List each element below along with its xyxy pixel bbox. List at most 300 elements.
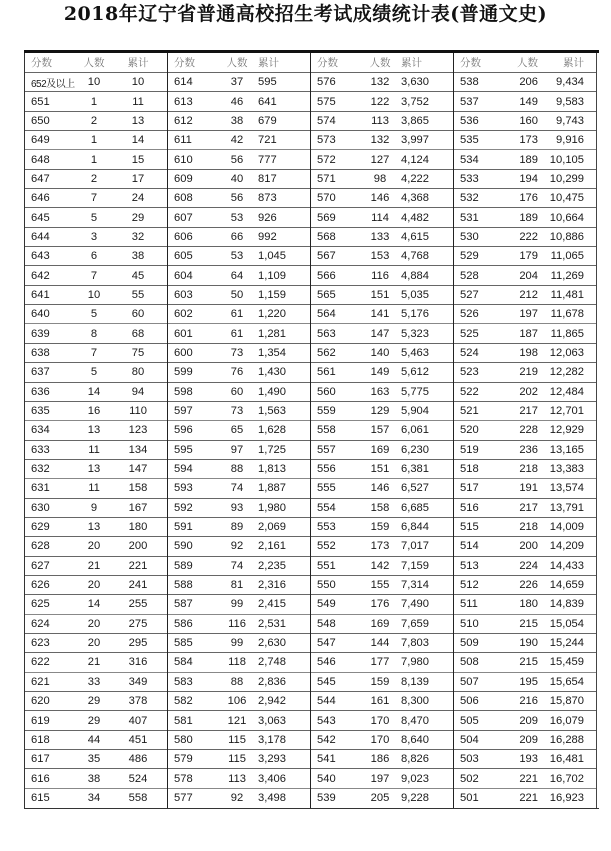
cumulative-cell: 3,178 (258, 733, 286, 746)
cumulative-cell: 2,235 (258, 559, 286, 572)
table-row (454, 266, 596, 285)
score-cell: 511 (460, 598, 478, 611)
table-row (168, 576, 310, 595)
count-cell: 202 (519, 385, 538, 398)
count-cell: 5 (90, 308, 98, 321)
table-row (311, 537, 453, 556)
header-cumulative: 累计 (401, 57, 422, 69)
score-cell: 646 (31, 192, 50, 205)
table-row (25, 692, 167, 711)
score-cell: 558 (317, 424, 336, 437)
cumulative-cell: 17 (131, 172, 145, 185)
cumulative-cell: 1,430 (258, 366, 286, 379)
cumulative-cell: 8,640 (401, 733, 429, 746)
table-row (25, 189, 167, 208)
score-cell: 612 (174, 114, 193, 127)
cumulative-cell: 2,630 (258, 637, 286, 650)
count-cell: 73 (230, 405, 244, 418)
header-score: 分数 (174, 57, 195, 69)
header-count: 人数 (517, 57, 538, 69)
count-cell: 10 (87, 76, 101, 89)
table-row (454, 537, 596, 556)
count-cell: 37 (230, 76, 244, 89)
count-cell: 42 (230, 134, 244, 147)
score-cell: 513 (460, 559, 479, 572)
cumulative-cell: 7,490 (401, 598, 429, 611)
score-cell: 633 (31, 443, 50, 456)
score-cell: 524 (460, 346, 479, 359)
table-row (454, 344, 596, 363)
cumulative-cell: 13,383 (549, 463, 584, 476)
table-row (168, 595, 310, 614)
table-row (454, 595, 596, 614)
count-cell: 205 (370, 792, 390, 805)
table-row (25, 131, 167, 150)
cumulative-cell: 5,463 (401, 346, 429, 359)
score-cell: 569 (317, 211, 336, 224)
table-row (454, 112, 596, 131)
count-cell: 34 (87, 792, 101, 805)
score-cell: 629 (31, 521, 50, 534)
score-cell: 505 (460, 714, 479, 727)
table-row (311, 170, 453, 189)
score-cell: 542 (317, 733, 336, 746)
score-cell: 619 (31, 714, 50, 727)
score-cell: 548 (317, 617, 336, 630)
count-cell: 118 (228, 656, 246, 669)
cumulative-cell: 13,165 (549, 443, 584, 456)
column-group-2 (168, 53, 311, 808)
count-cell: 89 (230, 521, 244, 534)
count-cell: 132 (370, 76, 390, 89)
cumulative-cell: 13,574 (549, 482, 584, 495)
count-cell: 116 (228, 617, 246, 630)
count-cell: 65 (230, 424, 244, 437)
score-cell: 605 (174, 250, 193, 263)
table-row (168, 305, 310, 324)
cumulative-cell: 10,664 (549, 211, 584, 224)
score-cell: 530 (460, 230, 479, 243)
score-cell: 586 (174, 617, 193, 630)
count-cell: 88 (230, 675, 244, 688)
cumulative-cell: 378 (128, 695, 148, 708)
count-cell: 190 (519, 637, 538, 650)
cumulative-cell: 11 (132, 95, 144, 108)
table-row (25, 247, 167, 266)
cumulative-cell: 6,061 (401, 424, 429, 437)
score-cell: 582 (174, 695, 193, 708)
score-cell: 526 (460, 308, 479, 321)
count-cell: 60 (230, 385, 244, 398)
count-cell: 61 (230, 327, 244, 340)
score-cell: 533 (460, 172, 479, 185)
score-cell: 610 (174, 153, 193, 166)
count-cell: 20 (87, 579, 101, 592)
score-cell: 574 (317, 114, 336, 127)
score-cell: 568 (317, 230, 336, 243)
count-cell: 217 (519, 405, 538, 418)
score-cell: 537 (460, 95, 479, 108)
score-cell: 532 (460, 192, 479, 205)
count-cell: 5 (90, 366, 98, 379)
cumulative-cell: 4,615 (401, 230, 429, 243)
cumulative-cell: 11,269 (550, 269, 584, 282)
score-cell: 609 (174, 172, 193, 185)
score-cell: 536 (460, 114, 479, 127)
count-cell: 197 (370, 772, 390, 785)
count-cell: 11 (88, 443, 100, 456)
cumulative-cell: 595 (258, 76, 277, 89)
cumulative-cell: 1,980 (258, 501, 286, 514)
table-row (311, 363, 453, 382)
count-cell: 13 (87, 424, 101, 437)
cumulative-cell: 558 (128, 792, 148, 805)
score-cell: 631 (31, 482, 50, 495)
table-row (311, 402, 453, 421)
score-cell: 515 (460, 521, 479, 534)
count-cell: 122 (370, 95, 390, 108)
table-row (311, 576, 453, 595)
cumulative-cell: 10 (131, 76, 145, 89)
table-row (311, 595, 453, 614)
count-cell: 173 (370, 540, 390, 553)
cumulative-cell: 8,300 (401, 695, 429, 708)
score-cell: 563 (317, 327, 336, 340)
cumulative-cell: 3,406 (258, 772, 286, 785)
table-row (168, 112, 310, 131)
table-row (311, 711, 453, 730)
cumulative-cell: 4,884 (401, 269, 429, 282)
count-cell: 121 (227, 714, 247, 727)
score-cell: 645 (31, 211, 50, 224)
cumulative-cell: 158 (128, 482, 148, 495)
count-cell: 176 (519, 192, 538, 205)
score-cell: 611 (174, 134, 192, 147)
score-cell: 575 (317, 95, 336, 108)
score-cell: 570 (317, 192, 336, 205)
table-row (454, 92, 596, 111)
table-row (168, 692, 310, 711)
header-score: 分数 (31, 57, 52, 69)
count-cell: 74 (230, 482, 244, 495)
table-row (311, 673, 453, 692)
cumulative-cell: 14,009 (549, 521, 584, 534)
score-cell: 614 (174, 76, 193, 89)
score-cell: 607 (174, 211, 193, 224)
header-count: 人数 (83, 57, 105, 69)
table-row (168, 441, 310, 460)
score-cell: 581 (174, 714, 193, 727)
cumulative-cell: 10,299 (549, 172, 584, 185)
table-row (311, 557, 453, 576)
column-group-1 (25, 53, 168, 808)
score-cell: 529 (460, 250, 479, 263)
score-cell: 587 (174, 598, 193, 611)
cumulative-cell: 8,470 (401, 714, 429, 727)
count-cell: 97 (230, 443, 244, 456)
score-cell: 578 (174, 772, 193, 785)
score-cell: 651 (31, 95, 50, 108)
table-row (25, 537, 167, 556)
cumulative-cell: 14 (131, 134, 145, 147)
count-cell: 146 (370, 192, 390, 205)
count-cell: 20 (87, 540, 101, 553)
header-row (168, 53, 310, 73)
table-row (25, 92, 167, 111)
count-cell: 197 (519, 308, 538, 321)
table-row (25, 344, 167, 363)
cumulative-cell: 407 (128, 714, 148, 727)
table-row (168, 537, 310, 556)
cumulative-cell: 1,220 (258, 308, 286, 321)
table-row (311, 634, 453, 653)
table-row (25, 557, 167, 576)
score-cell: 561 (317, 366, 336, 379)
count-cell: 40 (230, 172, 244, 185)
table-row (168, 711, 310, 730)
score-cell: 583 (174, 675, 193, 688)
score-cell: 528 (460, 269, 479, 282)
cumulative-cell: 15,654 (549, 675, 584, 688)
cumulative-cell: 5,612 (401, 366, 429, 379)
cumulative-cell: 15,870 (549, 695, 584, 708)
count-cell: 53 (230, 211, 244, 224)
table-row (168, 383, 310, 402)
count-cell: 93 (230, 501, 244, 514)
count-cell: 221 (519, 792, 538, 805)
cumulative-cell: 1,159 (258, 288, 286, 301)
score-cell: 514 (460, 540, 479, 553)
cumulative-cell: 10,886 (549, 230, 584, 243)
score-cell: 638 (31, 346, 50, 359)
table-row (25, 634, 167, 653)
table-row (168, 653, 310, 672)
table-row (311, 692, 453, 711)
cumulative-cell: 29 (131, 211, 145, 224)
cumulative-cell: 167 (128, 501, 148, 514)
cumulative-cell: 3,293 (258, 753, 286, 766)
table-row (311, 92, 453, 111)
cumulative-cell: 7,803 (401, 637, 429, 650)
count-cell: 142 (370, 559, 390, 572)
table-row (454, 634, 596, 653)
count-cell: 50 (230, 288, 244, 301)
count-cell: 170 (370, 733, 390, 746)
cumulative-cell: 12,063 (549, 346, 584, 359)
header-score: 分数 (460, 57, 481, 69)
table-row (25, 402, 167, 421)
cumulative-cell: 9,023 (401, 772, 429, 785)
cumulative-cell: 817 (258, 172, 277, 185)
count-cell: 212 (519, 288, 538, 301)
count-cell: 3 (90, 230, 98, 243)
cumulative-cell: 13,791 (549, 501, 584, 514)
table-row (454, 692, 596, 711)
table-row (25, 518, 167, 537)
cumulative-cell: 14,209 (549, 540, 584, 553)
count-cell: 21 (87, 559, 101, 572)
cumulative-cell: 9,583 (556, 95, 584, 108)
score-cell: 552 (317, 540, 336, 553)
score-cell: 599 (174, 366, 193, 379)
score-cell: 572 (317, 153, 336, 166)
count-cell: 222 (519, 230, 538, 243)
table-row (25, 112, 167, 131)
score-cell: 608 (174, 192, 193, 205)
count-cell: 155 (370, 579, 390, 592)
score-cell: 637 (31, 366, 50, 379)
table-row (25, 208, 167, 227)
cumulative-cell: 68 (131, 327, 145, 340)
table-row (168, 73, 310, 92)
cumulative-cell: 1,109 (258, 269, 286, 282)
table-column-groups (24, 53, 599, 809)
cumulative-cell: 110 (129, 405, 147, 418)
header-cumulative: 累计 (563, 57, 584, 69)
count-cell: 20 (87, 617, 101, 630)
score-cell: 590 (174, 540, 193, 553)
score-cell: 509 (460, 637, 479, 650)
table-row (311, 266, 453, 285)
cumulative-cell: 4,222 (401, 172, 429, 185)
cumulative-cell: 316 (128, 656, 148, 669)
count-cell: 170 (370, 714, 390, 727)
count-cell: 20 (87, 637, 101, 650)
cumulative-cell: 926 (258, 211, 277, 224)
score-cell: 555 (317, 482, 336, 495)
table-row (454, 673, 596, 692)
score-cell: 519 (460, 443, 479, 456)
score-cell: 522 (460, 385, 479, 398)
cumulative-cell: 241 (128, 579, 148, 592)
score-cell: 512 (460, 579, 479, 592)
table-row (454, 73, 596, 92)
count-cell: 221 (519, 772, 538, 785)
table-row (25, 479, 167, 498)
table-row (454, 731, 596, 750)
table-row (311, 247, 453, 266)
table-row (168, 344, 310, 363)
cumulative-cell: 295 (128, 637, 148, 650)
table-row (168, 499, 310, 518)
cumulative-cell: 200 (128, 540, 148, 553)
score-cell: 625 (31, 598, 50, 611)
count-cell: 209 (519, 714, 538, 727)
table-row (454, 789, 596, 808)
count-cell: 9 (90, 501, 98, 514)
count-cell: 99 (230, 637, 244, 650)
count-cell: 113 (228, 772, 246, 785)
table-row (168, 421, 310, 440)
score-cell: 597 (174, 405, 193, 418)
table-row (168, 363, 310, 382)
table-row (454, 460, 596, 479)
cumulative-cell: 1,045 (258, 250, 286, 263)
count-cell: 46 (230, 95, 244, 108)
table-row (25, 228, 167, 247)
cumulative-cell: 6,685 (401, 501, 429, 514)
table-row (454, 363, 596, 382)
table-row (168, 673, 310, 692)
count-cell: 149 (370, 366, 390, 379)
cumulative-cell: 5,035 (401, 288, 429, 301)
cumulative-cell: 134 (128, 443, 148, 456)
score-cell: 567 (317, 250, 336, 263)
score-distribution-table (24, 50, 599, 809)
count-cell: 88 (230, 463, 244, 476)
score-cell: 600 (174, 346, 193, 359)
table-row (454, 383, 596, 402)
count-cell: 147 (370, 327, 390, 340)
count-cell: 7 (90, 346, 98, 359)
score-cell: 564 (317, 308, 336, 321)
score-cell: 606 (174, 230, 193, 243)
header-count: 人数 (226, 57, 248, 69)
count-cell: 53 (230, 250, 244, 263)
cumulative-cell: 7,659 (401, 617, 429, 630)
count-cell: 106 (227, 695, 247, 708)
score-cell: 565 (317, 288, 336, 301)
count-cell: 132 (370, 134, 390, 147)
cumulative-cell: 2,748 (258, 656, 286, 669)
count-cell: 1 (90, 95, 98, 108)
cumulative-cell: 3,752 (401, 95, 429, 108)
cumulative-cell: 55 (131, 288, 145, 301)
score-cell: 550 (317, 579, 336, 592)
score-cell: 627 (31, 559, 50, 572)
table-row (25, 595, 167, 614)
score-cell: 644 (31, 230, 50, 243)
table-row (454, 305, 596, 324)
score-cell: 535 (460, 134, 479, 147)
cumulative-cell: 123 (128, 424, 148, 437)
cumulative-cell: 94 (131, 385, 145, 398)
cumulative-cell: 275 (128, 617, 148, 630)
score-cell: 591 (174, 521, 193, 534)
count-cell: 159 (370, 521, 390, 534)
score-cell: 501 (460, 792, 479, 805)
count-cell: 29 (87, 714, 101, 727)
score-cell: 628 (31, 540, 50, 553)
table-row (168, 750, 310, 769)
score-cell: 546 (317, 656, 336, 669)
score-cell: 593 (174, 482, 193, 495)
table-row (25, 731, 167, 750)
table-row (168, 208, 310, 227)
cumulative-cell: 5,176 (401, 308, 429, 321)
score-cell: 622 (31, 656, 50, 669)
table-row (311, 112, 453, 131)
count-cell: 133 (370, 230, 390, 243)
score-cell: 521 (460, 405, 479, 418)
score-cell: 576 (317, 76, 336, 89)
score-cell: 540 (317, 772, 336, 785)
table-row (168, 286, 310, 305)
cumulative-cell: 80 (131, 366, 145, 379)
cumulative-cell: 13 (131, 114, 145, 127)
count-cell: 61 (230, 308, 244, 321)
table-row (168, 189, 310, 208)
count-cell: 114 (371, 211, 389, 224)
cumulative-cell: 15,459 (549, 656, 584, 669)
score-cell: 640 (31, 308, 50, 321)
cumulative-cell: 3,630 (401, 76, 429, 89)
cumulative-cell: 1,354 (258, 346, 286, 359)
count-cell: 5 (90, 211, 98, 224)
cumulative-cell: 2,531 (258, 617, 286, 630)
table-row (25, 150, 167, 169)
cumulative-cell: 524 (128, 772, 148, 785)
